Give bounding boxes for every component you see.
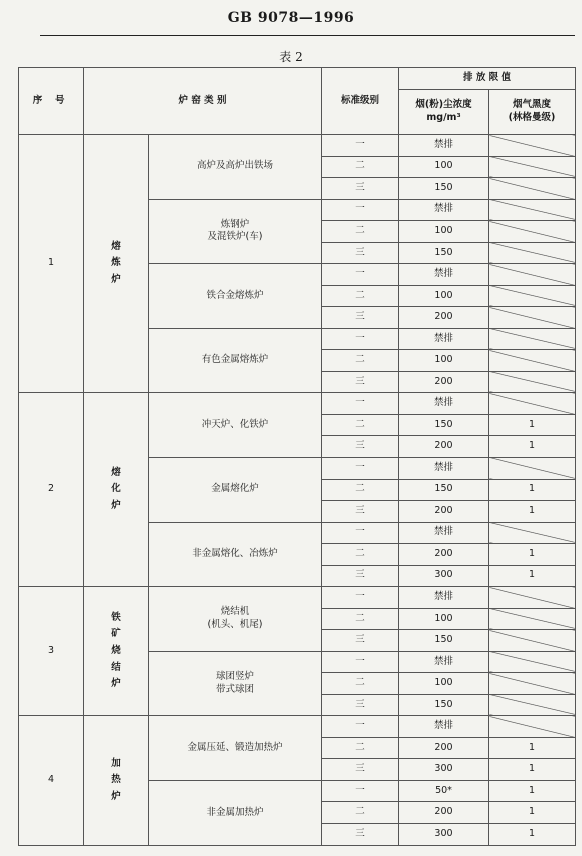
level-cell: 三 (322, 371, 399, 393)
table-row (19, 135, 576, 157)
level-cell: 二 (322, 156, 399, 178)
level-cell: 二 (322, 285, 399, 307)
level-cell: 三 (322, 694, 399, 716)
kiln-type-cell: 冲天炉、化铁炉 (149, 393, 322, 458)
level-cell: 一 (322, 457, 399, 479)
dust-limit-cell: 150 (399, 694, 489, 716)
blackness-cell (489, 630, 576, 652)
dust-limit-cell: 禁排 (399, 393, 489, 415)
blackness-cell (489, 673, 576, 695)
blackness-cell (489, 608, 576, 630)
blackness-cell (489, 199, 576, 221)
emission-limits-table (18, 67, 576, 846)
dust-limit-cell: 150 (399, 630, 489, 652)
blackness-cell: 1 (489, 802, 576, 824)
header-standard-level: 标准级别 (322, 68, 399, 135)
blackness-cell: 1 (489, 544, 576, 566)
table-row (19, 716, 576, 738)
header-emission-limits: 排 放 限 值 (399, 68, 576, 90)
level-cell: 一 (322, 716, 399, 738)
blackness-cell (489, 328, 576, 350)
blackness-cell: 1 (489, 436, 576, 458)
dust-limit-cell: 禁排 (399, 328, 489, 350)
dust-limit-cell: 200 (399, 544, 489, 566)
level-cell: 一 (322, 522, 399, 544)
level-cell: 二 (322, 479, 399, 501)
blackness-cell (489, 264, 576, 286)
category-label: 熔炼炉 (111, 240, 121, 285)
blackness-cell (489, 178, 576, 200)
dust-limit-cell: 禁排 (399, 587, 489, 609)
level-cell: 一 (322, 264, 399, 286)
blackness-cell: 1 (489, 759, 576, 781)
document-header: GB 9078—1996 (227, 10, 355, 26)
category-cell (84, 716, 149, 846)
dust-limit-cell: 150 (399, 178, 489, 200)
blackness-cell (489, 457, 576, 479)
blackness-cell (489, 242, 576, 264)
level-cell: 一 (322, 199, 399, 221)
dust-limit-cell: 150 (399, 242, 489, 264)
level-cell: 三 (322, 242, 399, 264)
table-row (19, 393, 576, 415)
category-cell (84, 135, 149, 393)
blackness-cell (489, 522, 576, 544)
level-cell: 二 (322, 608, 399, 630)
dust-limit-cell: 150 (399, 479, 489, 501)
blackness-cell: 1 (489, 565, 576, 587)
level-cell: 三 (322, 824, 399, 846)
category-cell (84, 393, 149, 587)
blackness-cell: 1 (489, 414, 576, 436)
kiln-type-cell: 高炉及高炉出铁场 (149, 135, 322, 200)
dust-limit-cell: 100 (399, 673, 489, 695)
dust-limit-cell: 200 (399, 737, 489, 759)
table-title: 表 2 (279, 50, 303, 64)
dust-limit-cell: 禁排 (399, 457, 489, 479)
dust-limit-cell: 50* (399, 780, 489, 802)
level-cell: 一 (322, 780, 399, 802)
kiln-type-cell: 金属压延、锻造加热炉 (149, 716, 322, 781)
level-cell: 一 (322, 393, 399, 415)
dust-limit-cell: 300 (399, 824, 489, 846)
dust-limit-cell: 200 (399, 307, 489, 329)
blackness-cell: 1 (489, 824, 576, 846)
blackness-cell (489, 285, 576, 307)
dust-limit-cell: 100 (399, 285, 489, 307)
header-kiln-type: 炉 窑 类 别 (84, 68, 322, 135)
dust-limit-cell: 100 (399, 156, 489, 178)
level-cell: 二 (322, 802, 399, 824)
dust-limit-cell: 200 (399, 436, 489, 458)
category-label: 加热炉 (111, 757, 121, 802)
kiln-type-cell: 非金属加热炉 (149, 780, 322, 845)
level-cell: 二 (322, 673, 399, 695)
dust-limit-cell: 禁排 (399, 199, 489, 221)
blackness-cell: 1 (489, 780, 576, 802)
level-cell: 二 (322, 350, 399, 372)
blackness-cell (489, 587, 576, 609)
level-cell: 三 (322, 436, 399, 458)
kiln-type-cell: 铁合金熔炼炉 (149, 264, 322, 329)
category-label: 铁矿烧结炉 (111, 611, 121, 690)
kiln-type-cell: 金属熔化炉 (149, 457, 322, 522)
blackness-cell (489, 651, 576, 673)
header-rule (40, 35, 575, 36)
blackness-cell (489, 694, 576, 716)
level-cell: 三 (322, 307, 399, 329)
level-cell: 三 (322, 630, 399, 652)
blackness-cell (489, 371, 576, 393)
kiln-type-cell: 烧结机 (机头、机尾) (149, 587, 322, 652)
header-seq: 序 号 (19, 68, 84, 135)
level-cell: 三 (322, 565, 399, 587)
blackness-cell (489, 716, 576, 738)
dust-limit-cell: 200 (399, 802, 489, 824)
header-smoke-blackness: 烟气黑度 (林格曼级) (489, 90, 576, 135)
level-cell: 二 (322, 544, 399, 566)
blackness-cell (489, 393, 576, 415)
level-cell: 二 (322, 414, 399, 436)
seq-cell: 2 (19, 393, 84, 587)
blackness-cell: 1 (489, 479, 576, 501)
kiln-type-cell: 有色金属熔炼炉 (149, 328, 322, 393)
header-dust-concentration: 烟(粉)尘浓度 mg/m³ (399, 90, 489, 135)
level-cell: 一 (322, 328, 399, 350)
table-body (19, 135, 576, 846)
dust-limit-cell: 200 (399, 371, 489, 393)
dust-limit-cell: 禁排 (399, 716, 489, 738)
dust-limit-cell: 100 (399, 350, 489, 372)
dust-limit-cell: 禁排 (399, 264, 489, 286)
level-cell: 三 (322, 501, 399, 523)
dust-limit-cell: 300 (399, 759, 489, 781)
level-cell: 一 (322, 651, 399, 673)
dust-limit-cell: 200 (399, 501, 489, 523)
blackness-cell: 1 (489, 737, 576, 759)
table-row (19, 587, 576, 609)
blackness-cell: 1 (489, 501, 576, 523)
blackness-cell (489, 350, 576, 372)
seq-cell: 3 (19, 587, 84, 716)
seq-cell: 1 (19, 135, 84, 393)
level-cell: 三 (322, 178, 399, 200)
blackness-cell (489, 221, 576, 243)
level-cell: 一 (322, 587, 399, 609)
kiln-type-cell: 炼钢炉 及混铁炉(车) (149, 199, 322, 264)
dust-limit-cell: 300 (399, 565, 489, 587)
dust-limit-cell: 禁排 (399, 522, 489, 544)
category-cell (84, 587, 149, 716)
dust-limit-cell: 150 (399, 414, 489, 436)
dust-limit-cell: 禁排 (399, 651, 489, 673)
dust-limit-cell: 100 (399, 608, 489, 630)
blackness-cell (489, 135, 576, 157)
level-cell: 一 (322, 135, 399, 157)
level-cell: 二 (322, 221, 399, 243)
blackness-cell (489, 156, 576, 178)
level-cell: 二 (322, 737, 399, 759)
kiln-type-cell: 球团竖炉 带式球团 (149, 651, 322, 716)
dust-limit-cell: 100 (399, 221, 489, 243)
kiln-type-cell: 非金属熔化、冶炼炉 (149, 522, 322, 587)
category-label: 熔化炉 (111, 466, 121, 512)
blackness-cell (489, 307, 576, 329)
level-cell: 三 (322, 759, 399, 781)
seq-cell: 4 (19, 716, 84, 846)
dust-limit-cell: 禁排 (399, 135, 489, 157)
